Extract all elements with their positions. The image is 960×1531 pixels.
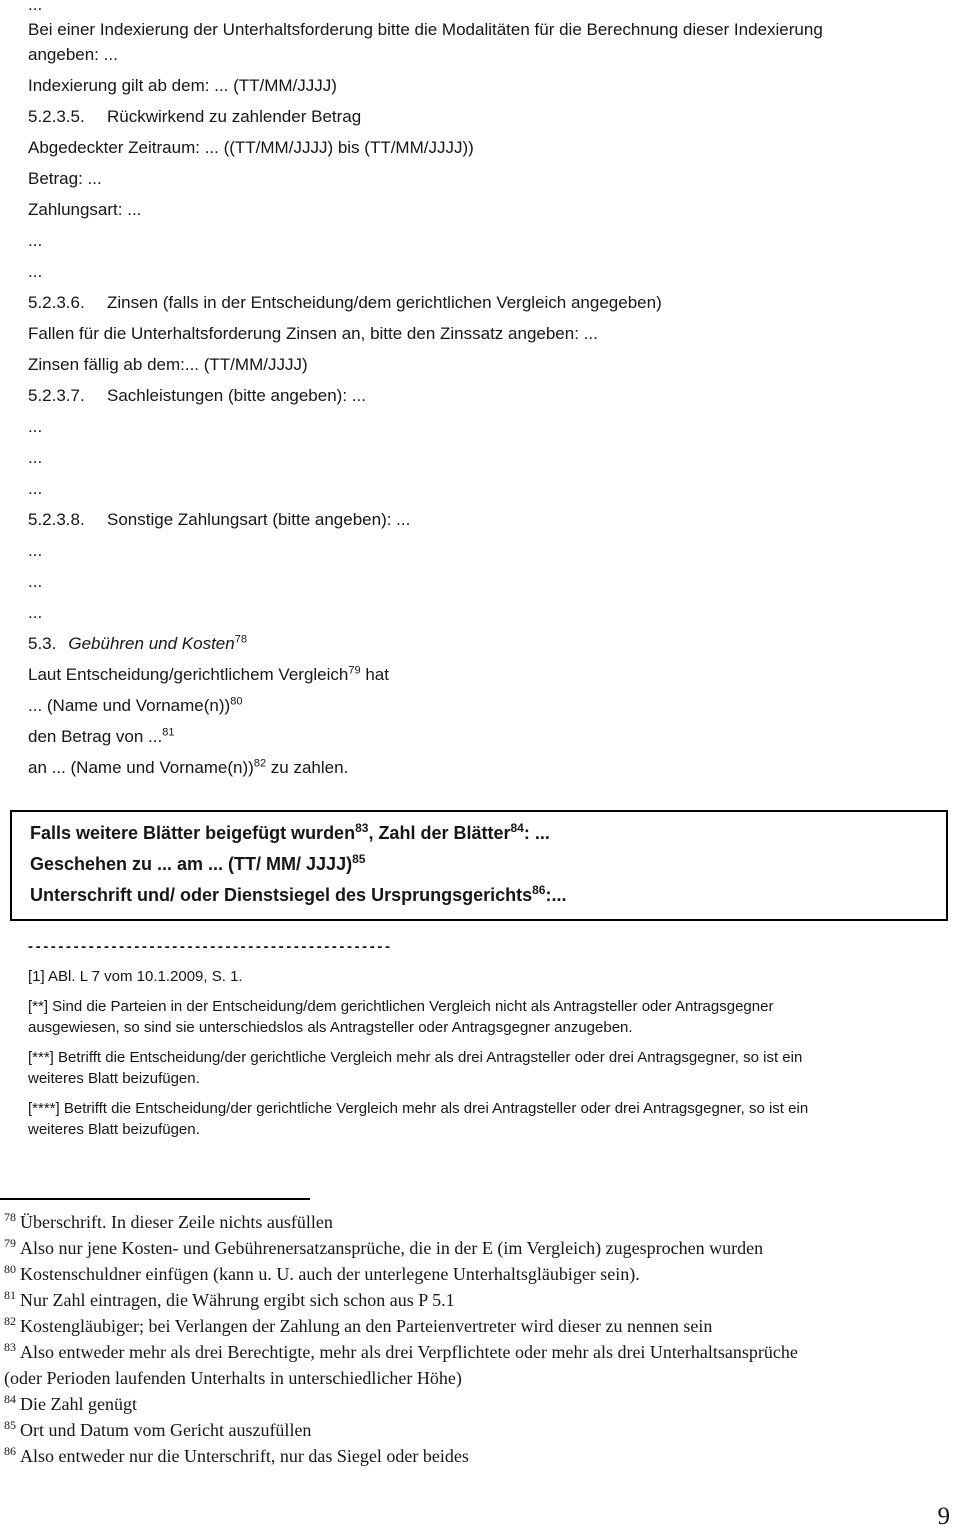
- box-text: Unterschrift und/ oder Dienstsiegel des Ursprungsgerichts: [30, 885, 533, 905]
- section-number: 5.2.3.7.: [28, 386, 85, 405]
- footnote-text: Also entweder mehr als drei Berechtigte, mehr als drei Verpflichtete oder mehr als drei Unterhaltsansprüche: [20, 1342, 798, 1362]
- note-triple-star: [28, 1047, 933, 1089]
- ellipsis-line: ...: [28, 572, 43, 591]
- note-line: [****] Betrifft die Entscheidung/der gerichtliche Vergleich mehr als drei Antragsteller oder drei Antragsgegner, so ist ein: [28, 1100, 809, 1117]
- footnote-number: 80: [4, 1262, 16, 1276]
- footnote-ref-81: 81: [162, 726, 175, 739]
- footnote-separator: [0, 1198, 310, 1200]
- footnote-row: [4, 1417, 944, 1443]
- footnote-row: [4, 1261, 944, 1287]
- top-ellipsis-line: ...: [28, 0, 43, 14]
- page-number: 9: [937, 1503, 950, 1530]
- note-abl: [1] ABl. L 7 vom 10.1.2009, S. 1.: [28, 968, 243, 985]
- footnote-row: [4, 1235, 944, 1261]
- footnote-ref-80: 80: [230, 695, 243, 708]
- footnote-row: [4, 1443, 944, 1469]
- footnote-text: Die Zahl genügt: [20, 1394, 137, 1414]
- interest-due-line: Zinsen fällig ab dem:... (TT/MM/JJJJ): [28, 355, 308, 374]
- section-title: Zinsen (falls in der Entscheidung/dem gerichtlichen Vergleich angegeben): [107, 293, 662, 312]
- footnote-text: Also nur jene Kosten- und Gebührenersatzansprüche, die in der E (im Vergleich) zugesprochen wurden: [20, 1238, 764, 1258]
- section-number: 5.2.3.6.: [28, 293, 85, 312]
- footnote-row-continuation: (oder Perioden laufenden Unterhalts in unterschiedlicher Höhe): [4, 1368, 462, 1388]
- ellipsis-line: ...: [28, 479, 43, 498]
- costs-line-text: Laut Entscheidung/gerichtlichem Vergleich: [28, 665, 349, 684]
- footnote-number: 83: [4, 1340, 16, 1354]
- costs-line-text: den Betrag von ...: [28, 727, 163, 746]
- costs-creditor-line: [28, 755, 933, 780]
- footnote-number: 84: [4, 1392, 16, 1406]
- footnote-ref-82: 82: [253, 757, 267, 770]
- ellipsis-line: ...: [28, 448, 43, 467]
- costs-line-text: ... (Name und Vorname(n)): [28, 696, 231, 715]
- footnote-text: Kostenschuldner einfügen (kann u. U. auch der unterlegene Unterhaltsgläubiger sein).: [20, 1264, 640, 1284]
- footnote-row: [4, 1287, 944, 1313]
- note-line: [**] Sind die Parteien in der Entscheidung/dem gerichtlichen Vergleich nicht als Antragsteller oder Antragsgegner: [28, 998, 774, 1015]
- footnote-text: Überschrift. In dieser Zeile nichts ausfüllen: [20, 1212, 333, 1232]
- costs-decision-line: [28, 662, 933, 687]
- section-heading-5-2-3-8: [28, 507, 948, 532]
- ellipsis-line: ...: [28, 541, 43, 560]
- box-line-signature: [30, 880, 928, 911]
- footnote-row: [4, 1313, 944, 1339]
- section-number: 5.2.3.8.: [28, 510, 85, 529]
- footnotes-block: [4, 1209, 944, 1469]
- footnote-number: 86: [4, 1444, 16, 1458]
- indexation-paragraph-line2: angeben: ...: [28, 45, 118, 64]
- footnote-ref-86: 86: [532, 883, 546, 897]
- ellipsis-line: ...: [28, 231, 43, 250]
- footnote-row: [4, 1391, 944, 1417]
- section-title: Gebühren und Kosten: [68, 634, 235, 653]
- indexation-paragraph-line1: Bei einer Indexierung der Unterhaltsforderung bitte die Modalitäten für die Berechnung dieser Indexierung: [28, 20, 823, 39]
- footnote-ref-85: 85: [352, 852, 366, 866]
- footnote-text: Also entweder nur die Unterschrift, nur das Siegel oder beides: [20, 1446, 469, 1466]
- section-title: Sonstige Zahlungsart (bitte angeben): ...: [107, 510, 411, 529]
- footnote-number: 79: [4, 1236, 16, 1250]
- costs-line-text: hat: [360, 665, 389, 684]
- box-text: , Zahl der Blätter: [368, 823, 511, 843]
- box-line-sheets: [30, 818, 928, 849]
- note-line: weiteres Blatt beizufügen.: [28, 1070, 200, 1087]
- box-text: Geschehen zu ... am ... (TT/ MM/ JJJJ): [30, 854, 353, 874]
- attachment-signature-box: [10, 810, 948, 921]
- box-text: : ...: [523, 823, 550, 843]
- footnote-number: 81: [4, 1288, 16, 1302]
- ellipsis-line: ...: [28, 603, 43, 622]
- indexation-valid-from-line: Indexierung gilt ab dem: ... (TT/MM/JJJJ): [28, 76, 337, 95]
- section-title: Rückwirkend zu zahlender Betrag: [107, 107, 362, 126]
- note-line: weiteres Blatt beizufügen.: [28, 1121, 200, 1138]
- costs-amount-line: [28, 724, 933, 749]
- footnote-row: [4, 1209, 944, 1235]
- dashed-separator: ------------------------------------------------: [28, 938, 393, 955]
- section-heading-5-2-3-6: [28, 290, 948, 315]
- payment-method-line: Zahlungsart: ...: [28, 200, 142, 219]
- section-heading-5-2-3-7: [28, 383, 948, 408]
- costs-debtor-line: [28, 693, 933, 718]
- ellipsis-line: ...: [28, 417, 43, 436]
- note-quad-star: [28, 1098, 933, 1140]
- footnote-ref-84: 84: [510, 821, 524, 835]
- costs-line-text: an ... (Name und Vorname(n)): [28, 758, 254, 777]
- box-line-place-date: [30, 849, 928, 880]
- section-number: 5.2.3.5.: [28, 107, 85, 126]
- section-title: Sachleistungen (bitte angeben): ...: [107, 386, 366, 405]
- note-line: [***] Betrifft die Entscheidung/der gerichtliche Vergleich mehr als drei Antragsteller oder drei Antragsgegner, so ist ein: [28, 1049, 803, 1066]
- section-heading-5-3: [28, 631, 948, 656]
- box-text: :...: [545, 885, 567, 905]
- footnote-row: [4, 1339, 944, 1365]
- editorial-notes: [28, 966, 948, 1140]
- footnote-text: Kostengläubiger; bei Verlangen der Zahlung an den Parteienvertreter wird dieser zu nennen sein: [20, 1316, 713, 1336]
- footnote-number: 82: [4, 1314, 16, 1328]
- section-number: 5.3.: [28, 634, 57, 653]
- box-text: Falls weitere Blätter beigefügt wurden: [30, 823, 356, 843]
- footnote-ref-78: 78: [234, 633, 247, 646]
- note-double-star: [28, 996, 933, 1038]
- section-heading-5-2-3-5: [28, 104, 948, 129]
- footnote-text: Nur Zahl eintragen, die Währung ergibt sich schon aus P 5.1: [20, 1290, 455, 1310]
- footnote-ref-83: 83: [355, 821, 369, 835]
- note-line: ausgewiesen, so sind sie unterschiedslos als Antragsteller oder Antragsgegner anzugeben.: [28, 1019, 633, 1036]
- footnote-number: 85: [4, 1418, 16, 1432]
- footnote-number: 78: [4, 1210, 16, 1224]
- covered-period-line: Abgedeckter Zeitraum: ... ((TT/MM/JJJJ) bis (TT/MM/JJJJ)): [28, 138, 474, 157]
- interest-rate-line: Fallen für die Unterhaltsforderung Zinsen an, bitte den Zinssatz angeben: ...: [28, 324, 598, 343]
- footnote-ref-79: 79: [348, 664, 361, 677]
- costs-line-text: zu zahlen.: [266, 758, 349, 777]
- ellipsis-line: ...: [28, 262, 43, 281]
- amount-line: Betrag: ...: [28, 169, 102, 188]
- footnote-text: Ort und Datum vom Gericht auszufüllen: [20, 1420, 312, 1440]
